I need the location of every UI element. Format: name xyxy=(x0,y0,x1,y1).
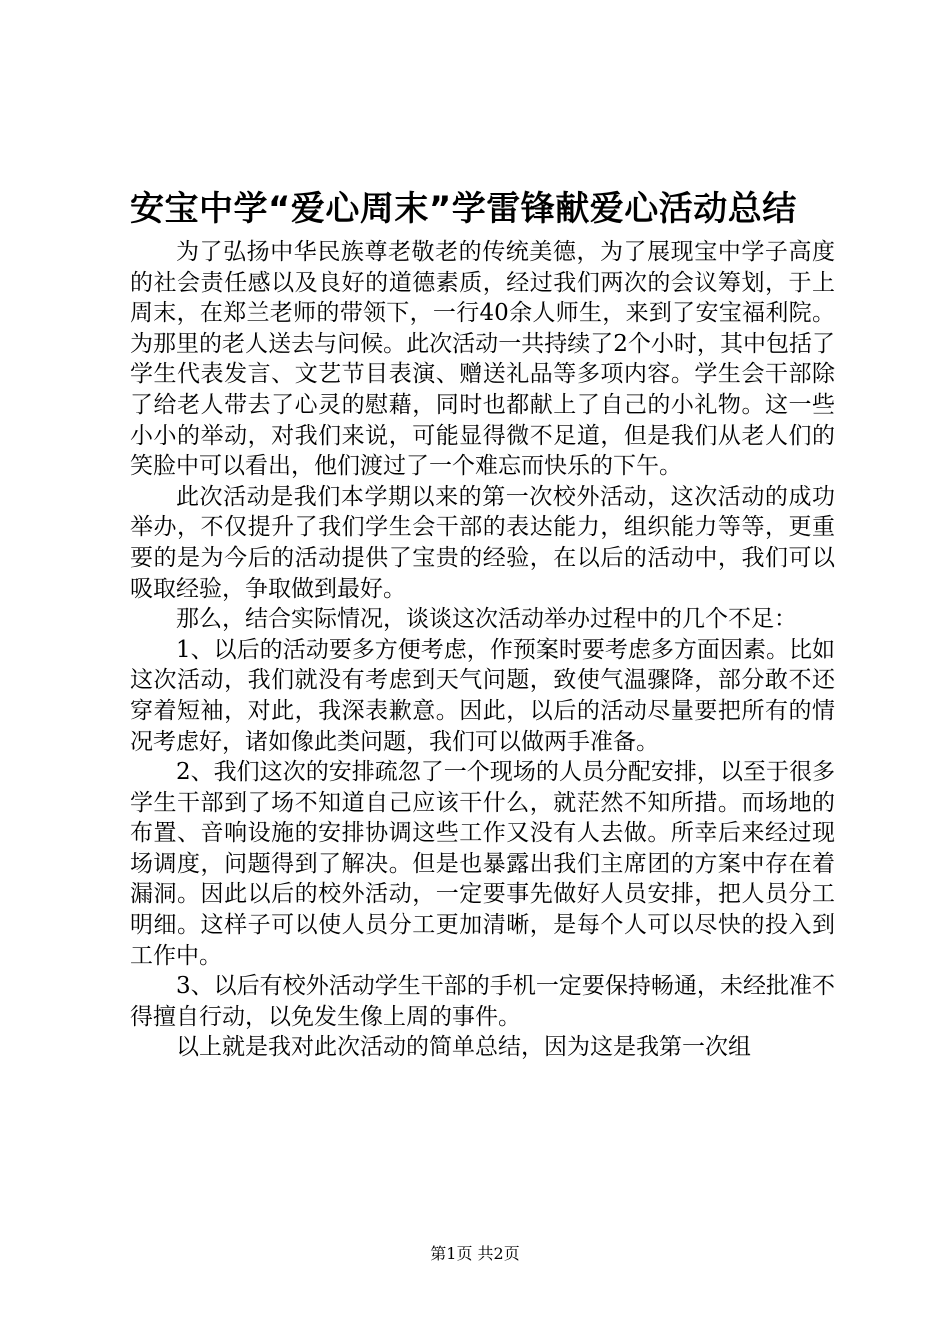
page-number-footer: 第1页 共2页 xyxy=(430,1244,520,1263)
paragraph-intro: 为了弘扬中华民族尊老敬老的传统美德，为了展现宝中学子高度的社会责任感以及良好的道德素质，经过我们两次的会议筹划，于上周末，在郑兰老师的带领下，一行40余人师生，来到了安宝福利院。为那里的老人送去与问候。此次活动一共持续了2个小时，其中包括了学生代表发言、文艺节目表演、赠送礼品等多项内容。学生会干部除了给老人带去了心灵的慰藉，同时也都献上了自己的小礼物。这一些小小的举动，对我们来说，可能显得微不足道，但是我们从老人们的笑脸中可以看出，他们渡过了一个难忘而快乐的下午。 xyxy=(130,239,835,480)
paragraph-point-2: 2、我们这次的安排疏忽了一个现场的人员分配安排，以至于很多学生干部到了场不知道自己应该干什么，就茫然不知所措。而场地的布置、音响设施的安排协调这些工作又没有人去做。所幸后来经过现场调度，问题得到了解决。但是也暴露出我们主席团的方案中存在着漏洞。因此以后的校外活动，一定要事先做好人员安排，把人员分工明细。这样子可以使人员分工更加清晰，是每个人可以尽快的投入到工作中。 xyxy=(130,759,835,969)
paragraph-point-1: 1、以后的活动要多方便考虑，作预案时要考虑多方面因素。比如这次活动，我们就没有考虑到天气问题，致使气温骤降，部分敢不还穿着短袖，对此，我深表歉意。因此，以后的活动尽量要把所有的情况考虑好，诸如像此类问题，我们可以做两手准备。 xyxy=(130,636,835,755)
paragraph-significance: 此次活动是我们本学期以来的第一次校外活动，这次活动的成功举办，不仅提升了我们学生会干部的表达能力，组织能力等等，更重要的是为今后的活动提供了宝贵的经验，在以后的活动中，我们可以吸取经验，争取做到最好。 xyxy=(130,483,835,602)
paragraph-shortcomings-intro: 那么，结合实际情况，谈谈这次活动举办过程中的几个不足： xyxy=(176,606,797,633)
paragraph-point-3: 3、以后有校外活动学生干部的手机一定要保持畅通，未经批准不得擅自行动，以免发生像上周的事件。 xyxy=(130,973,835,1030)
document-body xyxy=(130,237,835,1063)
paragraph-conclusion: 以上就是我对此次活动的简单总结，因为这是我第一次组 xyxy=(176,1034,751,1061)
document-title: 安宝中学“爱心周末”学雷锋献爱心活动总结 xyxy=(130,189,797,229)
